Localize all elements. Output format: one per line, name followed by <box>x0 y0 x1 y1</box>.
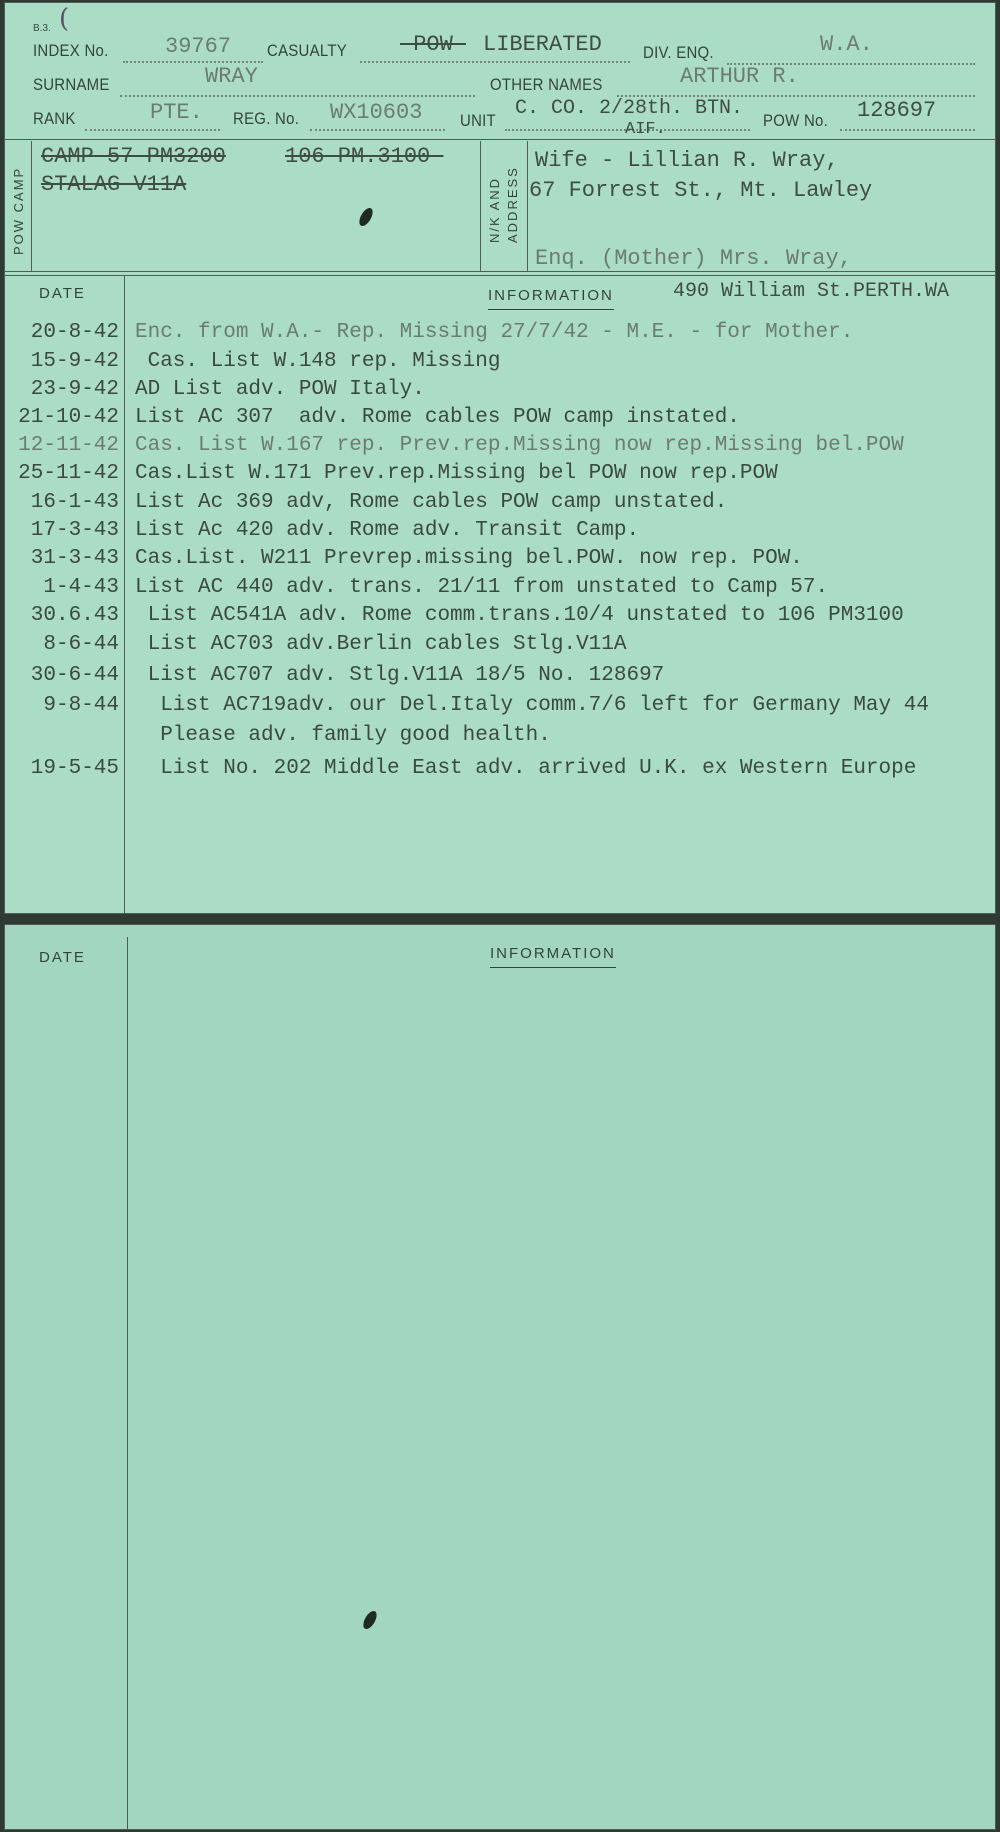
entry-date: 19-5-45 <box>30 757 119 780</box>
entry-info: List Ac 369 adv, Rome cables POW camp unstated. <box>135 491 728 514</box>
information-header: INFORMATION <box>488 287 614 310</box>
entry-info: List AC541A adv. Rome comm.trans.10/4 unstated to 106 PM3100 <box>135 604 904 627</box>
entry-date: 30-6-44 <box>30 664 119 687</box>
date-header: DATE <box>39 285 86 302</box>
entry-info: List AC703 adv.Berlin cables Stlg.V11A <box>135 633 627 656</box>
casualty-value: LIBERATED <box>483 32 602 57</box>
rank-value: PTE. <box>150 100 203 125</box>
unit-value-line1: C. CO. 2/28th. BTN. <box>515 97 744 120</box>
ink-blot <box>361 1609 380 1631</box>
entry-date: 12-11-42 <box>18 434 119 457</box>
nok-line: Wife - Lillian R. Wray, <box>535 148 839 173</box>
div-enq-value: W.A. <box>820 32 873 57</box>
entry-date: 25-11-42 <box>18 462 119 485</box>
entry-info: Cas.List W.171 Prev.rep.Missing bel POW now rep.POW <box>135 462 778 485</box>
entry-date: 16-1-43 <box>30 491 119 514</box>
handwritten-mark: ( <box>59 4 70 34</box>
entry-info: Cas. List W.148 rep. Missing <box>135 350 501 373</box>
entry-info: List AC 307 adv. Rome cables POW camp instated. <box>135 406 740 429</box>
pow-no-label: POW No. <box>763 111 829 130</box>
form-code: B.3. <box>33 23 51 34</box>
entry-date: 9-8-44 <box>43 694 119 717</box>
pow-no-value: 128697 <box>857 98 937 123</box>
div-enq-label: DIV. ENQ. <box>643 43 714 62</box>
pow-camp-label: POW CAMP <box>11 166 26 255</box>
information-header: INFORMATION <box>490 945 616 968</box>
casualty-card-back <box>4 924 996 1830</box>
casualty-card-front <box>4 2 996 914</box>
index-label: INDEX No. <box>33 41 109 60</box>
entry-date: 1-4-43 <box>43 576 119 599</box>
entry-info: List Ac 420 adv. Rome adv. Transit Camp. <box>135 519 640 542</box>
reg-no-label: REG. No. <box>233 109 300 128</box>
casualty-label: CASUALTY <box>267 41 347 60</box>
ink-blot <box>357 206 376 228</box>
entry-date: 21-10-42 <box>18 406 119 429</box>
entry-date: 23-9-42 <box>30 378 119 401</box>
other-names-label: OTHER NAMES <box>490 75 603 94</box>
entry-date: 30.6.43 <box>30 604 119 627</box>
pow-camp-entry: CAMP 57-PM3200 <box>41 144 226 169</box>
entry-date: 17-3-43 <box>30 519 119 542</box>
entry-date: 15-9-42 <box>30 350 119 373</box>
unit-label: UNIT <box>460 111 496 130</box>
rank-label: RANK <box>33 109 76 128</box>
unit-value-line2: AIF. <box>625 120 666 139</box>
entry-info: Enc. from W.A.- Rep. Missing 27/7/42 - M.E. - for Mother. <box>135 321 854 344</box>
pow-camp-entry: 106-PM.3100- <box>285 144 444 169</box>
casualty-struck-value: -POW- <box>400 32 467 57</box>
nok-line: Enq. (Mother) Mrs. Wray, <box>535 246 852 271</box>
other-names-value: ARTHUR R. <box>680 64 799 89</box>
entry-info: Please adv. family good health. <box>135 724 551 747</box>
reg-no-value: WX10603 <box>330 100 423 125</box>
index-value: 39767 <box>165 34 232 59</box>
entry-info: Cas. List W.167 rep. Prev.rep.Missing now rep.Missing bel.POW <box>135 434 904 457</box>
nok-line: 490 William St.PERTH.WA <box>673 280 950 303</box>
pow-camp-entry: STALAG V11A <box>41 172 187 197</box>
nok-label-2: ADDRESS <box>505 166 520 243</box>
surname-label: SURNAME <box>33 75 110 94</box>
date-header: DATE <box>39 949 86 966</box>
entry-info: List AC719adv. our Del.Italy comm.7/6 left for Germany May 44 <box>135 694 929 717</box>
entry-info: AD List adv. POW Italy. <box>135 378 425 401</box>
nok-label-1: N/K AND <box>487 176 502 243</box>
nok-line: 67 Forrest St., Mt. Lawley <box>529 178 873 203</box>
entry-info: List AC 440 adv. trans. 21/11 from unstated to Camp 57. <box>135 576 829 599</box>
entry-info: List AC707 adv. Stlg.V11A 18/5 No. 128697 <box>135 664 665 687</box>
entry-info: Cas.List. W211 Prevrep.missing bel.POW. now rep. POW. <box>135 547 803 570</box>
entry-date: 31-3-43 <box>30 547 119 570</box>
surname-value: WRAY <box>205 64 258 89</box>
entry-date: 8-6-44 <box>43 633 119 656</box>
entry-info: List No. 202 Middle East adv. arrived U.K. ex Western Europe <box>135 757 917 780</box>
entry-date: 20-8-42 <box>30 321 119 344</box>
